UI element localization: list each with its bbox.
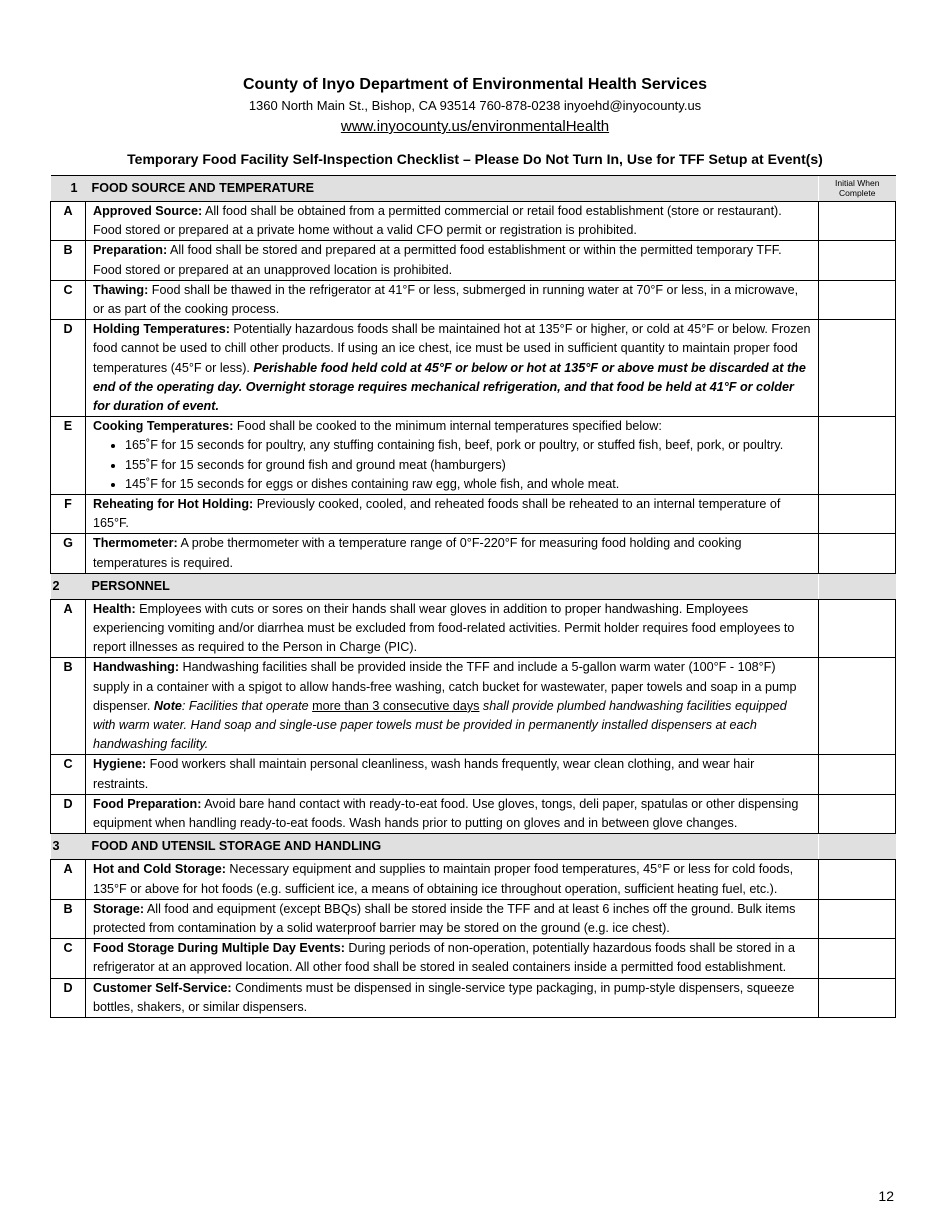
item-letter: C bbox=[51, 939, 86, 978]
item-text bbox=[86, 978, 819, 1017]
item-body: Condiments must be dispensed in single-service type packaging, in pump-style dispensers, squeeze bottles, shakers, or similar dispensers. bbox=[93, 980, 795, 1014]
item-letter: E bbox=[51, 417, 86, 495]
item-text bbox=[86, 241, 819, 280]
bullet-list bbox=[93, 436, 812, 494]
form-title: Temporary Food Facility Self-Inspection Checklist – Please Do Not Turn In, Use for TFF Setup at Event(s) bbox=[127, 151, 823, 167]
initial-box[interactable] bbox=[819, 860, 896, 899]
item-text bbox=[86, 860, 819, 899]
item-text bbox=[86, 534, 819, 573]
checklist-item bbox=[51, 320, 896, 417]
item-body: Necessary equipment and supplies to maintain proper food temperatures, 45°F or less for cold foods, 135°F or above for hot foods (e.g. sufficient ice, a means of obtaining ice throughout operation, sufficient heating fuel, etc.). bbox=[93, 862, 794, 896]
note-text: : Facilities that operate bbox=[181, 698, 313, 713]
item-heading: Reheating for Hot Holding: bbox=[93, 497, 254, 512]
initial-box[interactable] bbox=[819, 794, 896, 833]
item-letter: A bbox=[51, 599, 86, 658]
item-text bbox=[86, 202, 819, 241]
item-text bbox=[86, 658, 819, 755]
item-letter: F bbox=[51, 495, 86, 534]
item-heading: Cooking Temperatures: bbox=[93, 419, 234, 434]
note-label: Note bbox=[153, 698, 182, 713]
item-text bbox=[86, 417, 819, 495]
item-body: Employees with cuts or sores on their hands shall wear gloves in addition to proper handwashing. Employees experiencing vomiting and/or diarrhea must be excluded from food-related activities. Permit holder requires food employees to report illnesses as required to the Person in Charge (PIC). bbox=[93, 601, 795, 655]
section-header bbox=[51, 176, 896, 202]
item-body: Handwashing facilities shall be provided inside the TFF and include a 5-gallon warm water (100°F - 108°F) supply in a container with a spigot to allow hands-free washing, catch bucket for wastewater, paper towels and soap in a pump dispenser. bbox=[93, 660, 797, 713]
item-text bbox=[86, 320, 819, 417]
section-number: 2 bbox=[51, 573, 86, 599]
checklist-item bbox=[51, 202, 896, 241]
section-title: FOOD SOURCE AND TEMPERATURE bbox=[86, 176, 819, 202]
item-emphasis: Perishable food held cold at 45°F or below or hot at 135°F or above must be discarded at the end of the operating day. Overnight storage requires mechanical refrigeration, and that food be held at 41°F or colder for duration of event. bbox=[93, 360, 806, 414]
note-text: shall provide plumbed handwashing facilities equipped with warm water. Hand soap and single-use paper towels must be provided in permanently installed dispensers at each handwashing facility. bbox=[93, 698, 787, 752]
item-letter: D bbox=[51, 978, 86, 1017]
initial-box[interactable] bbox=[819, 599, 896, 658]
item-heading: Food Storage During Multiple Day Events: bbox=[93, 941, 345, 956]
section-title: FOOD AND UTENSIL STORAGE AND HANDLING bbox=[86, 834, 819, 860]
section-number: 1 bbox=[51, 176, 86, 202]
item-text bbox=[86, 495, 819, 534]
org-address: 1360 North Main St., Bishop, CA 93514 760-878-0238 inyoehd@inyocounty.us bbox=[248, 98, 702, 113]
item-heading: Hygiene: bbox=[93, 757, 147, 772]
item-heading: Storage: bbox=[93, 901, 145, 916]
item-heading: Thawing: bbox=[93, 282, 149, 297]
initial-box[interactable] bbox=[819, 899, 896, 938]
initial-box[interactable] bbox=[819, 978, 896, 1017]
item-body: Food shall be thawed in the refrigerator at 41°F or less, submerged in running water at 70°F or less, in a microwave, or as part of the cooking process. bbox=[93, 282, 799, 317]
bullet-item: • 165˚F for 15 seconds for poultry, any stuffing containing fish, beef, pork or poultry, or stuffed fish, beef, pork, or poultry. bbox=[125, 436, 812, 455]
bullet-item: • 155˚F for 15 seconds for ground fish and ground meat (hamburgers) bbox=[125, 456, 812, 475]
initial-header: Initial When Complete bbox=[819, 176, 896, 202]
checklist-item bbox=[51, 599, 896, 658]
item-text bbox=[86, 899, 819, 938]
initial-box[interactable] bbox=[819, 280, 896, 319]
initial-box[interactable] bbox=[819, 320, 896, 417]
page-number: 12 bbox=[878, 1188, 894, 1204]
item-body: Avoid bare hand contact with ready-to-eat food. Use gloves, tongs, deli paper, spatulas or other dispensing equipment when handling ready-to-eat foods. Wash hands prior to putting on gloves and in between glove changes. bbox=[93, 796, 799, 831]
website-link[interactable]: www.inyocounty.us/environmentalHealth bbox=[340, 118, 610, 135]
item-body: Potentially hazardous foods shall be maintained hot at 135°F or higher, or cold at 45°F or below. Frozen food cannot be used to chill other products. If using an ice chest, ice must be used in sufficient quantity to maintain proper food temperatures (45°F or less). bbox=[93, 322, 811, 375]
initial-box[interactable] bbox=[819, 241, 896, 280]
item-text bbox=[86, 599, 819, 658]
checklist-item bbox=[51, 978, 896, 1017]
item-heading: Holding Temperatures: bbox=[93, 322, 230, 337]
item-letter: D bbox=[51, 794, 86, 833]
item-heading: Hot and Cold Storage: bbox=[93, 862, 226, 877]
item-text bbox=[86, 939, 819, 978]
initial-box[interactable] bbox=[819, 202, 896, 241]
checklist-item bbox=[51, 417, 896, 495]
checklist-item bbox=[51, 495, 896, 534]
item-letter: C bbox=[51, 755, 86, 794]
initial-box[interactable] bbox=[819, 534, 896, 573]
checklist-item bbox=[51, 794, 896, 833]
item-letter: C bbox=[51, 280, 86, 319]
item-body: All food shall be stored and prepared at a permitted food establishment or within the permitted temporary TFF. Food stored or prepared at an unapproved location is prohibited. bbox=[93, 243, 782, 277]
initial-box[interactable] bbox=[819, 495, 896, 534]
item-heading: Customer Self-Service: bbox=[93, 980, 232, 995]
initial-box[interactable] bbox=[819, 658, 896, 755]
item-text bbox=[86, 280, 819, 319]
initial-box[interactable] bbox=[819, 417, 896, 495]
checklist-table bbox=[50, 175, 896, 1018]
checklist-item bbox=[51, 860, 896, 899]
item-letter: B bbox=[51, 241, 86, 280]
item-letter: A bbox=[51, 860, 86, 899]
section-header bbox=[51, 834, 896, 860]
item-letter: D bbox=[51, 320, 86, 417]
item-body: A probe thermometer with a temperature range of 0°F-220°F for measuring food holding and cooking temperatures is required. bbox=[93, 536, 742, 570]
item-text bbox=[86, 755, 819, 794]
item-letter: G bbox=[51, 534, 86, 573]
initial-box[interactable] bbox=[819, 755, 896, 794]
initial-box[interactable] bbox=[819, 939, 896, 978]
checklist-item bbox=[51, 280, 896, 319]
item-heading: Preparation: bbox=[93, 243, 168, 258]
checklist-item bbox=[51, 939, 896, 978]
checklist-item bbox=[51, 899, 896, 938]
checklist-item bbox=[51, 534, 896, 573]
initial-header bbox=[819, 834, 896, 860]
item-body: All food and equipment (except BBQs) shall be stored inside the TFF and at least 6 inches off the ground. Bulk items protected from contamination by a solid waterproof barrier may be stored on the ground (e.g. ice chest). bbox=[93, 901, 796, 935]
section-number: 3 bbox=[51, 834, 86, 860]
org-name: County of Inyo Department of Environmental Health Services bbox=[242, 76, 708, 93]
initial-header bbox=[819, 573, 896, 599]
item-body: Food shall be cooked to the minimum internal temperatures specified below: bbox=[233, 419, 662, 434]
item-body: Previously cooked, cooled, and reheated foods shall be reheated to an internal temperature of 165°F. bbox=[93, 497, 781, 531]
item-letter: A bbox=[51, 202, 86, 241]
section-header bbox=[51, 573, 896, 599]
item-letter: B bbox=[51, 899, 86, 938]
item-text bbox=[86, 794, 819, 833]
item-heading: Thermometer: bbox=[93, 536, 178, 551]
checklist-item bbox=[51, 658, 896, 755]
note-underline: more than 3 consecutive days bbox=[312, 698, 480, 713]
item-body: During periods of non-operation, potentially hazardous foods shall be stored in a refrigerator at an approved location. All other food shall be stored in sealed containers inside a permitted food establishment. bbox=[93, 941, 796, 975]
item-heading: Food Preparation: bbox=[93, 796, 202, 811]
checklist-item bbox=[51, 241, 896, 280]
item-heading: Approved Source: bbox=[93, 204, 203, 218]
item-heading: Handwashing: bbox=[93, 660, 180, 675]
section-title: PERSONNEL bbox=[86, 573, 819, 599]
item-body: Food workers shall maintain personal cleanliness, wash hands frequently, wear clean clothing, and wear hair restraints. bbox=[93, 757, 755, 791]
item-letter: B bbox=[51, 658, 86, 755]
bullet-item: • 145˚F for 15 seconds for eggs or dishes containing raw egg, whole fish, and whole meat. bbox=[125, 475, 812, 494]
checklist-item bbox=[51, 755, 896, 794]
item-heading: Health: bbox=[93, 601, 136, 616]
item-body: All food shall be obtained from a permitted commercial or retail food establishment (store or restaurant). Food stored or prepared at a private home without a valid CFO permit or registration is prohibited. bbox=[93, 204, 782, 238]
